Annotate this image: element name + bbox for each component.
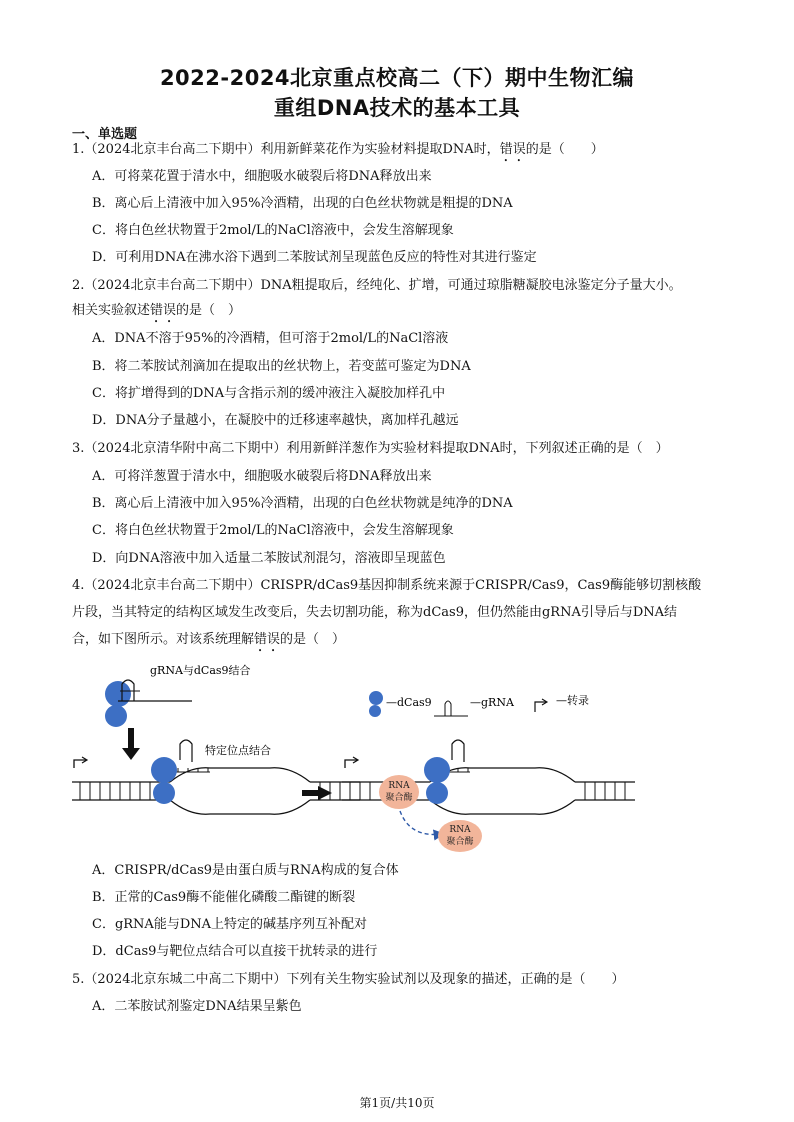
page-title-line1: 2022-2024北京重点校高二（下）期中生物汇编	[159, 66, 635, 90]
label-specific-site-binding: 特定位点结合	[205, 744, 271, 757]
question-4-option-c: C．gRNA能与DNA上特定的碱基序列互补配对	[92, 917, 368, 932]
question-4-stem-line3: 合，如下图所示。对该系统理解错误的是（ ）	[72, 632, 346, 647]
question-4-stem-line1: 4.（2024北京丰台高二下期中）CRISPR/dCas9基因抑制系统来源于CRISPR/Cas9，Cas9酶能够切割核酸	[72, 578, 702, 593]
dcas9-top-lobe	[105, 681, 131, 707]
down-arrow-icon	[122, 728, 140, 760]
legend-dcas9-bottom	[369, 705, 381, 717]
dcas9-bound-top	[151, 757, 177, 783]
question-1-option-a: A．可将菜花置于清水中，细胞吸水破裂后将DNA释放出来	[92, 169, 432, 184]
question-2-option-a: A．DNA不溶于95%的冷酒精，但可溶于2mol/L的NaCl溶液	[92, 331, 449, 346]
question-1-option-c: C．将白色丝状物置于2mol/L的NaCl溶液中，会发生溶解现象	[92, 223, 454, 238]
dashed-release-arrow	[400, 811, 442, 835]
rna-polymerase-stalled	[379, 775, 419, 809]
page-title-line2: 重组DNA技术的基本工具	[273, 96, 521, 120]
question-3-stem: 3.（2024北京清华附中高二下期中）利用新鲜洋葱作为实验材料提取DNA时，下列叙述正确的是（ ）	[72, 441, 669, 456]
crispr-dcas9-diagram	[60, 656, 700, 856]
question-4-option-d: D．dCas9与靶位点结合可以直接干扰转录的进行	[92, 944, 378, 959]
question-4-option-a: A．CRISPR/dCas9是由蛋白质与RNA构成的复合体	[92, 863, 399, 878]
question-3-option-b: B．离心后上清液中加入95%冷酒精，出现的白色丝状物就是纯净的DNA	[92, 496, 513, 511]
rna-polymerase-released	[438, 820, 482, 852]
question-4-option-b: B．正常的Cas9酶不能催化磷酸二酯键的断裂	[92, 890, 356, 905]
question-3-option-d: D．向DNA溶液中加入适量二苯胺试剂混匀，溶液即呈现蓝色	[92, 551, 446, 566]
question-5-stem: 5.（2024北京东城二中高二下期中）下列有关生物实验试剂以及现象的描述，正确的是（ ）	[72, 972, 625, 987]
grna-dcas9-complex	[105, 680, 192, 727]
question-1-option-d: D．可利用DNA在沸水浴下遇到二苯胺试剂呈现蓝色反应的特性对其进行鉴定	[92, 250, 537, 265]
dcas9-blocking-top	[424, 757, 450, 783]
legend-dcas9-top	[369, 691, 383, 705]
svg-text:RNA: RNA	[449, 825, 471, 835]
dcas9-bound-bottom	[153, 782, 175, 804]
question-1-stem: 1.（2024北京丰台高二下期中）利用新鲜菜花作为实验材料提取DNA时，错误的是（ ）	[72, 142, 604, 157]
question-5-option-a: A．二苯胺试剂鉴定DNA结果呈紫色	[92, 999, 302, 1014]
question-1-option-b: B．离心后上清液中加入95%冷酒精，出现的白色丝状物就是粗提的DNA	[92, 196, 513, 211]
question-2-option-b: B．将二苯胺试剂滴加在提取出的丝状物上，若变蓝可鉴定为DNA	[92, 359, 471, 374]
legend	[369, 691, 589, 717]
dcas9-bottom-lobe	[105, 705, 127, 727]
question-2-option-d: D．DNA分子量越小，在凝胶中的迁移速率越快，离加样孔越远	[92, 413, 459, 428]
right-arrow-icon	[302, 786, 332, 800]
question-2-option-c: C．将扩增得到的DNA与含指示剂的缓冲液注入凝胶加样孔中	[92, 386, 446, 401]
dcas9-blocking-bottom	[426, 782, 448, 804]
question-3-option-c: C．将白色丝状物置于2mol/L的NaCl溶液中，会发生溶解现象	[92, 523, 454, 538]
question-4-stem-line2: 片段，当其特定的结构区域发生改变后，失去切割功能，称为dCas9，但仍然能由gRNA引导后与DNA结	[72, 605, 678, 620]
legend-grna-icon	[434, 701, 468, 716]
legend-dcas9-label: —dCas9	[386, 696, 432, 709]
legend-grna-label: —gRNA	[470, 696, 514, 709]
label-grna-dcas9-combine: gRNA与dCas9结合	[150, 664, 251, 677]
question-3-option-a: A．可将洋葱置于清水中，细胞吸水破裂后将DNA释放出来	[92, 469, 432, 484]
question-2-stem-line1: 2.（2024北京丰台高二下期中）DNA粗提取后，经纯化、扩增，可通过琼脂糖凝胶电泳鉴定分子量大小。	[72, 278, 682, 293]
legend-transcription-label: —转录	[556, 694, 589, 707]
svg-text:聚合酶: 聚合酶	[446, 837, 474, 847]
svg-text:RNA: RNA	[388, 781, 410, 791]
section-heading: 一、单选题	[72, 127, 138, 142]
question-2-stem-line2: 相关实验叙述错误的是（ ）	[72, 303, 242, 318]
svg-text:聚合酶: 聚合酶	[385, 793, 413, 803]
page-footer: 第1页/共10页	[359, 1096, 435, 1110]
